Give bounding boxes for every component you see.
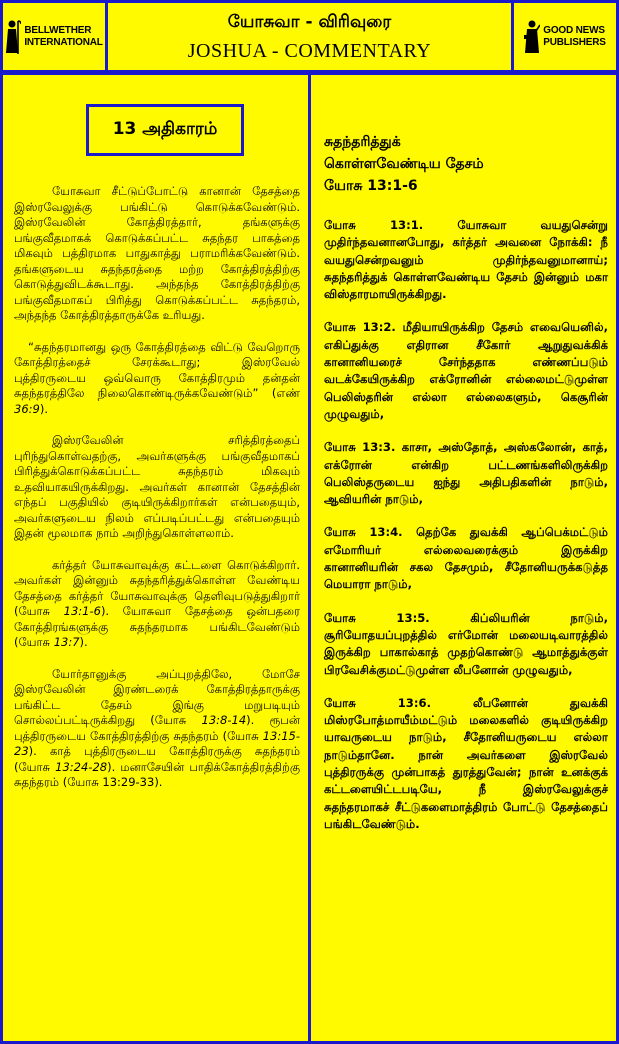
title-english: JOSHUA - COMMENTARY bbox=[187, 40, 432, 62]
bellwether-logo-line2: INTERNATIONAL bbox=[24, 36, 103, 48]
bellwether-logo-text bbox=[24, 25, 102, 49]
title-tamil: யோசுவா - விரிவுரை bbox=[227, 12, 392, 32]
commentary-paragraph bbox=[14, 184, 300, 324]
commentary-segment: யோசுவா சீட்டுப்போட்டு கானான் தேசத்தை இஸ்ரவேலுக்கு பங்கிட்டு கொடுக்கவேண்டும். இஸ்ரவேலின் கோத்திரத்தார், தங்களுக்கு பங்குவீதமாகக் கொடுக்கப்பட்ட சுதந்தர பாகத்தை மிகவும் பத்திரமாக பாதுகாத்து பராமரிக்கவேண்டும். தங்களுடைய சுதந்தரத்தை மற்ற கோத்திரத்திற்கு கொடுத்துவிடக்கூடாது. அந்தந்த கோத்திரத்திற்கு பங்குவீதமாகப் பிரித்து கொடுக்கப்பட்ட சுதந்தரம், அந்தந்த கோத்திரத்தாருக்கே உரியது. bbox=[14, 184, 300, 322]
scripture-heading-line: யோசு 13:1-6 bbox=[324, 178, 418, 194]
commentary-paragraph bbox=[14, 667, 300, 791]
good-news-logo-text bbox=[543, 25, 605, 49]
bellwether-logo-line1: BELLWETHER bbox=[24, 24, 92, 36]
commentary-paragraph bbox=[14, 433, 300, 542]
commentary-segment: ). மனாசேயின் பாதிக்கோத்திரத்திற்கு சுதந்தரம் (யோசு 13:29-33). bbox=[14, 759, 300, 789]
scripture-heading bbox=[324, 131, 610, 197]
commentary-segment: ). bbox=[79, 635, 88, 649]
verse-13-1: யோசு 13:1. யோசுவா வயதுசென்று முதிர்ந்தவனானபோது, கர்த்தர் அவனை நோக்கி: நீ வயதுசென்றவனும் முதிர்ந்தவனுமானாய்; சுதந்தரித்துக் கொள்ளவேண்டிய தேசம் இன்னும் மகா விஸ்தாரமாயிருக்கிறது. bbox=[324, 218, 608, 302]
commentary-paragraph bbox=[14, 340, 300, 418]
commentary-segment: ). bbox=[39, 401, 48, 416]
scripture-reference: 13:7 bbox=[53, 635, 80, 649]
commentary-segment: ). காத் புத்திரருடைய கோத்திரருக்கு சுதந்தரம் (யோசு bbox=[14, 744, 300, 774]
scripture-reference: 13:1-6 bbox=[63, 604, 101, 618]
good-news-logo-line2: PUBLISHERS bbox=[543, 36, 606, 48]
scripture-reference: 13:8-14 bbox=[201, 713, 247, 727]
chapter-label: 13 அதிகாரம் bbox=[86, 104, 244, 156]
scripture-verses bbox=[324, 217, 608, 849]
commentary-paragraph bbox=[14, 558, 300, 651]
verse-13-3: யோசு 13:3. காசா, அஸ்தோத், அஸ்கலோன், காத், எக்ரோன் என்கிற பட்டணங்களிலிருக்கிற பெலிஸ்தருடைய ஐந்து அதிபதிகளின் நாடும், ஆவியரின் நாடும், bbox=[324, 440, 608, 507]
commentary-segment: ). யோசுவா தேசத்தை ஒன்பதரை கோத்திரங்களுக்கு சுதந்தரமாக பங்கிடவேண்டும் (யோசு bbox=[14, 604, 300, 649]
commentary-segment: இஸ்ரவேலின் சரித்திரத்தைப் புரிந்துகொள்வதற்கு, அவர்களுக்கு பங்குவீதமாகப் பிரித்துக்கொடுக்கப்பட்ட சுதந்தரம் மிகவும் உதவியாகயிருக்கிறது. அவர்கள் கானான் தேசத்தின் எந்தப் பகுதியில் குடியிருக்கிறார்கள் என்பதையும், அவர்களுடைய நிலம் எப்படிப்பட்டது என்பதையும் இதன் மூலமாக நாம் அறிந்துகொள்ளலாம். bbox=[14, 433, 300, 540]
good-news-logo bbox=[514, 3, 616, 70]
commentary-segment: யோர்தானுக்கு அப்புறத்திலே, மோசே இஸ்ரவேலின் இரண்டரைக் கோத்திரத்தாருக்கு பங்கிட்ட தேசம் இங்கு மறுபடியும் சொல்லப்பட்டிருக்கிறது (யோசு bbox=[14, 666, 300, 727]
scripture-heading-line: சுதந்தரித்துக் bbox=[324, 134, 401, 150]
commentary-text bbox=[14, 184, 300, 807]
shepherd-figure-icon bbox=[5, 19, 21, 55]
verse-13-6: யோசு 13:6. லீபனோன் துவக்கி மிஸ்ரபோத்மாயீம்மட்டும் மலைகளில் குடியிருக்கிற யாவருடைய நாடும், சீதோனியருடைய எல்லா நாடும்தானே. நான் அவர்களை இஸ்ரவேல் புத்திரருக்கு முன்பாகத் துரத்துவேன்; நான் உனக்குக் கட்டளையிட்டபடியே, நீ இஸ்ரவேலுக்குச் சுதந்தரமாகச் சீட்டுகளைமாத்திரம் போட்டு தேசத்தைப் பங்கிடவேண்டும். bbox=[324, 695, 608, 831]
scripture-reference: 13:15-23 bbox=[14, 728, 300, 758]
verse-13-5: யோசு 13:5. கிப்லியரின் நாடும், சூரியோதயப்புறத்தில் எர்மோன் மலையடிவாரத்தில் இருக்கிற பாகால்காத் முதற்கொண்டு ஆமாத்துக்குள் பிரவேசிக்குமட்டுமுள்ள லீபனோன் முழுவதும், bbox=[324, 610, 608, 677]
scripture-reference: 13:24-28 bbox=[55, 759, 108, 774]
scripture-heading-line: கொள்ளவேண்டிய தேசம் bbox=[324, 156, 484, 172]
scripture-reference: 36:9 bbox=[14, 401, 40, 416]
bellwether-logo bbox=[3, 3, 105, 70]
good-news-logo-line1: GOOD NEWS bbox=[543, 24, 605, 36]
commentary-segment: “சுதந்தரமானது ஒரு கோத்திரத்தை விட்டு வேறொரு கோத்திரத்தைச் சேரக்கூடாது; இஸ்ரவேல் புத்திரருடைய ஒவ்வொரு கோத்திரமும் தன்தன் சுதந்தரத்திலே நிலைகொண்டிருக்கவேண்டும்” (எண் bbox=[14, 339, 300, 400]
verse-13-4: யோசு 13:4. தெற்கே துவக்கி ஆப்பெக்மட்டும் எமோரியர் எல்லைவரைக்கும் இருக்கிற கானானியரின் சகல தேசமும், சீதோனியருக்கடுத்த மெயாரா நாடும், bbox=[324, 525, 608, 592]
page-title-panel bbox=[108, 3, 511, 70]
verse-13-2: யோசு 13:2. மீதியாயிருக்கிற தேசம் எவையெனில், எகிப்துக்கு எதிரான சீகோர் ஆறுதுவக்கிக் கானானியரைச் சேர்ந்ததாக எண்ணப்படும் வடக்கேயிருக்கிற எக்ரோனின் எல்லைமட்டுமுள்ள பெலிஸ்தரின் எல்லா எல்லைகளும், கெசூரின் முழுவதும், bbox=[324, 320, 608, 421]
commentary-segment: கர்த்தர் யோசுவாவுக்கு கட்டளை கொடுக்கிறார். அவர்கள் இன்னும் சுதந்தரித்துக்கொள்ள வேண்டிய தேசத்தை கர்த்தர் யோசுவாவுக்கு தெளிவுபடுத்துகிறார் (யோசு bbox=[14, 557, 300, 618]
preacher-figure-icon bbox=[524, 19, 540, 55]
commentary-segment: ). ரூபன் புத்திரருடைய கோத்திரத்திற்கு சுதந்தரம் (யோசு bbox=[14, 713, 300, 743]
